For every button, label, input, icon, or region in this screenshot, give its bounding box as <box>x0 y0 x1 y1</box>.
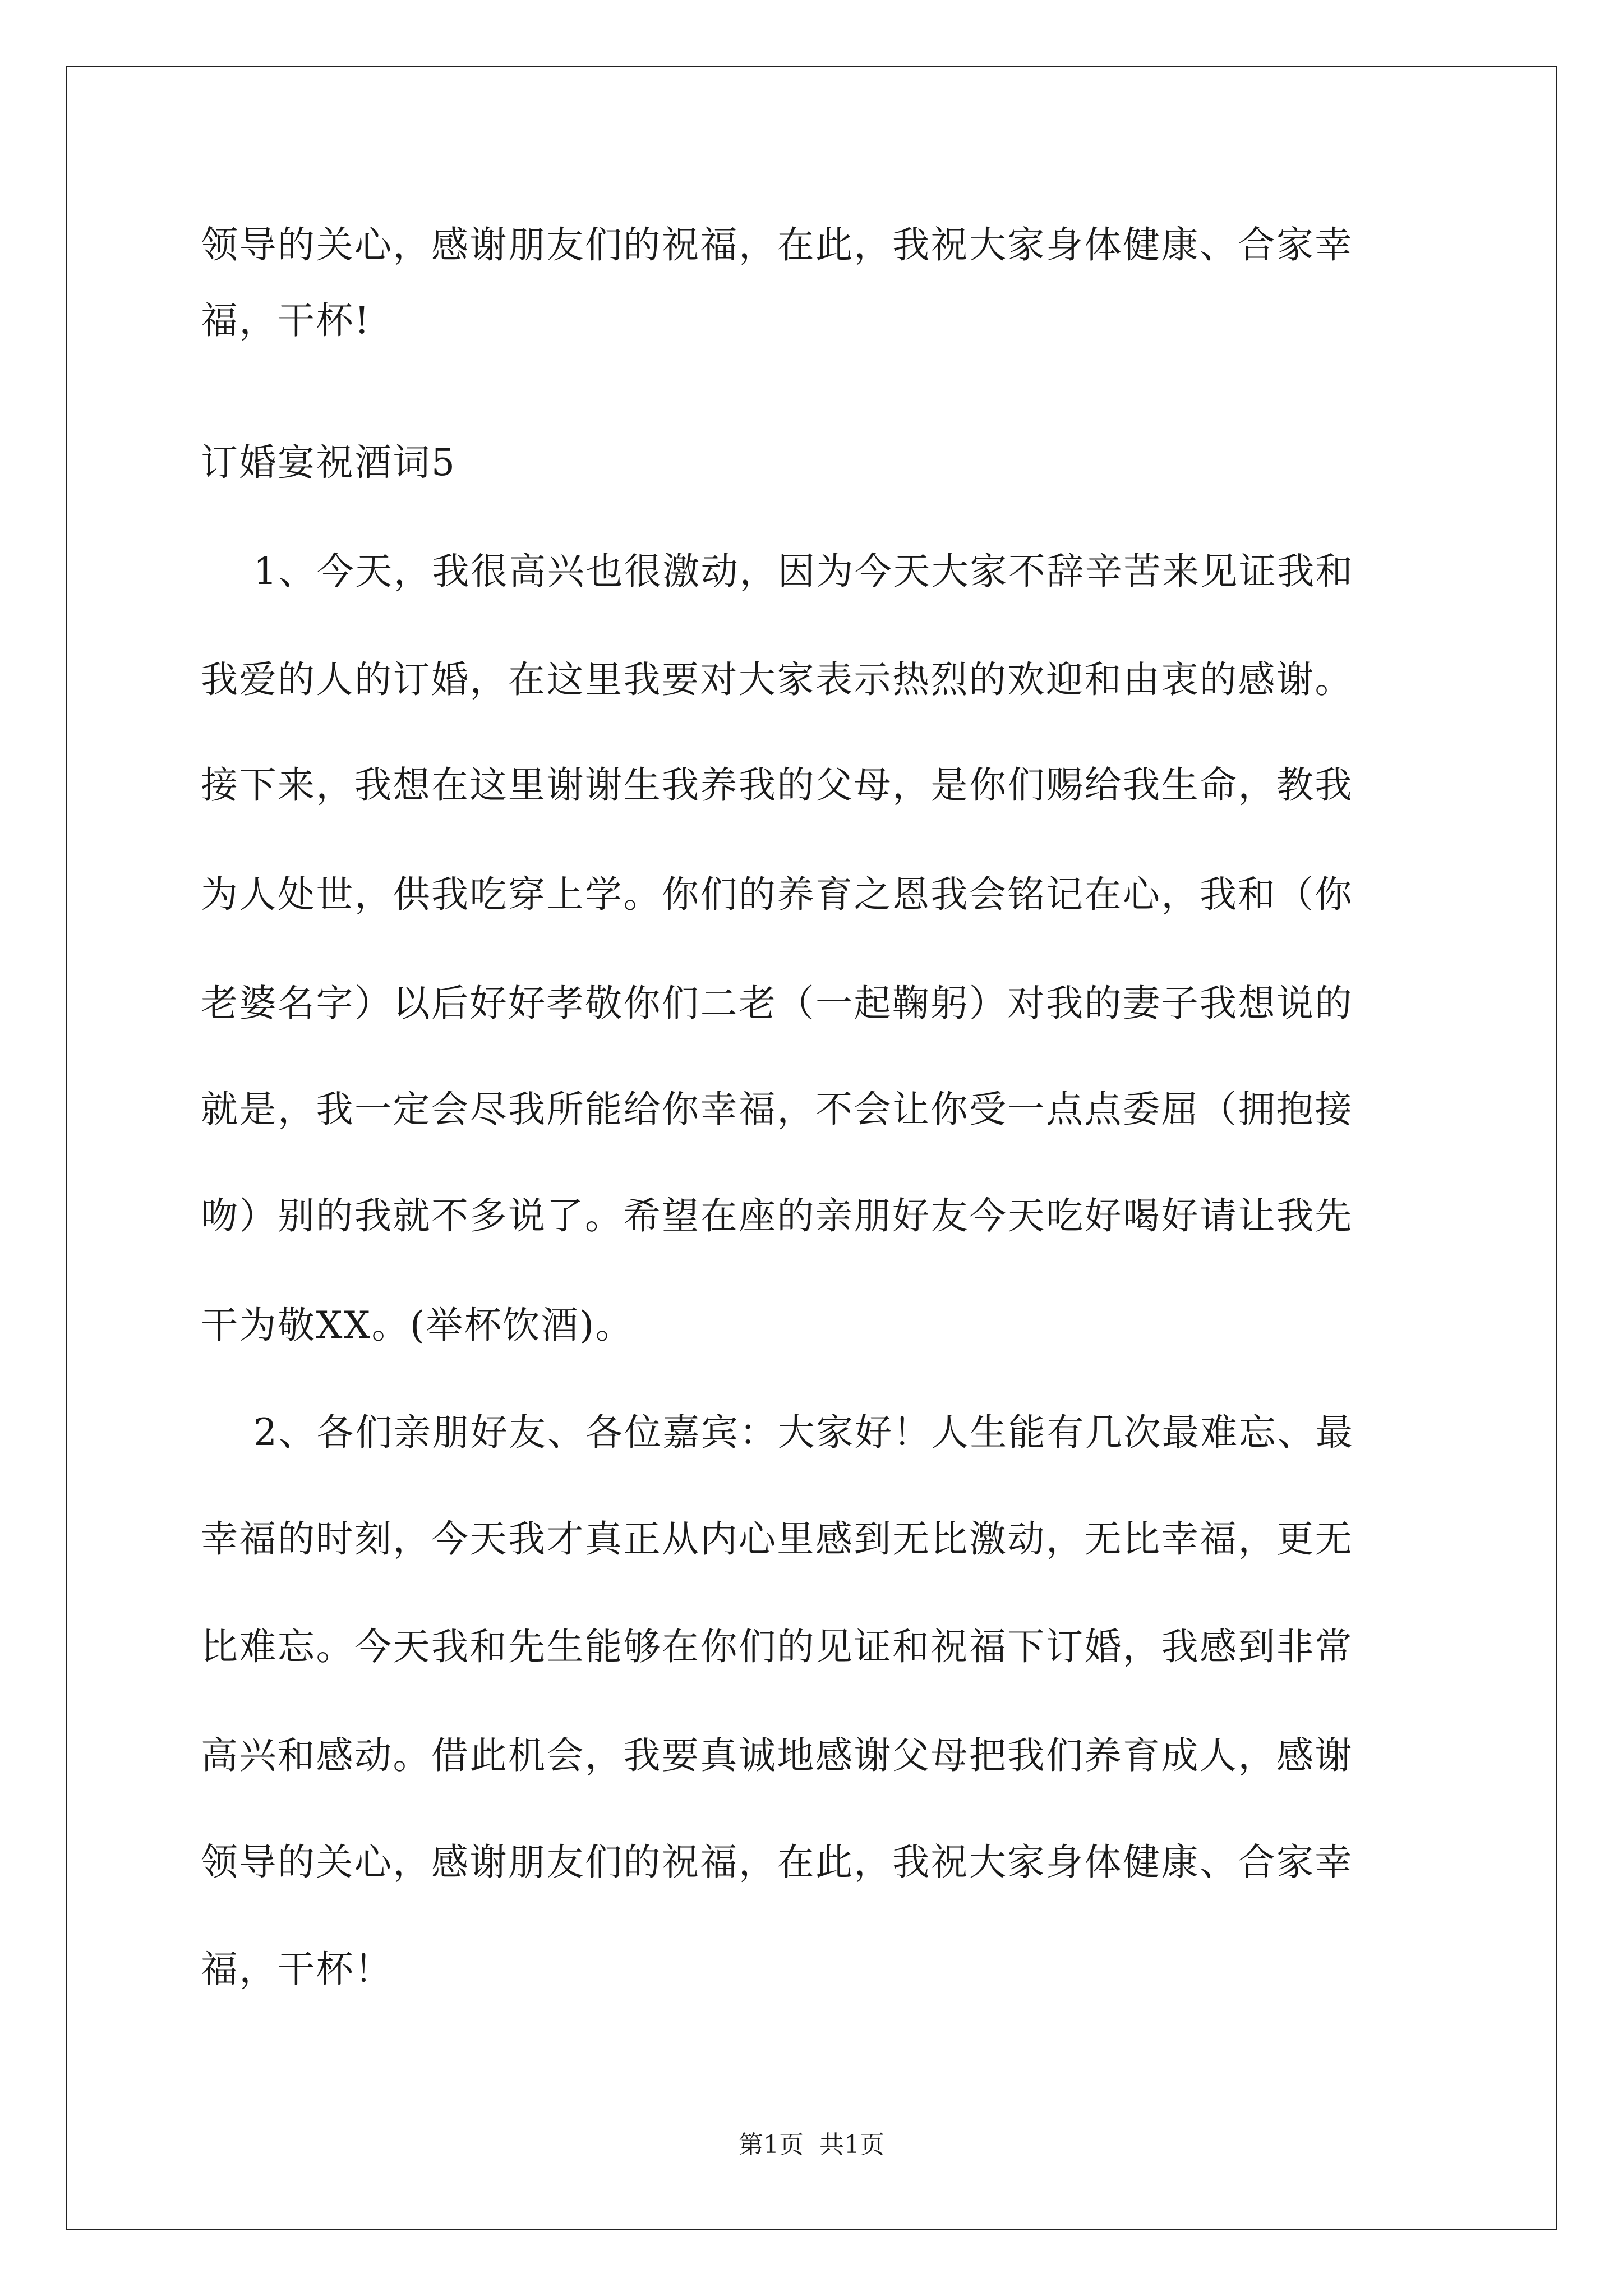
text-line: 我爱的人的订婚，在这里我要对大家表示热烈的欢迎和由衷的感谢。 <box>201 658 1353 701</box>
text-line: 吻）别的我就不多说了。希望在座的亲朋好友今天吃好喝好请让我先 <box>201 1194 1353 1237</box>
text-line: 为人处世，供我吃穿上学。你们的养育之恩我会铭记在心，我和（你 <box>201 873 1353 916</box>
text-line: 福，干杯! <box>201 299 371 342</box>
text-line: 接下来，我想在这里谢谢生我养我的父母，是你们赐给我生命，教我 <box>201 763 1353 807</box>
page-number-footer: 第1页 共1页 <box>739 2131 884 2159</box>
text-line: 领导的关心，感谢朋友们的祝福，在此，我祝大家身体健康、合家幸 <box>201 1841 1353 1884</box>
text-line: 1、今天，我很高兴也很激动，因为今天大家不辞辛苦来见证我和 <box>201 550 1354 593</box>
text-line: 2、各们亲朋好友、各位嘉宾：大家好！人生能有几次最难忘、最 <box>201 1411 1354 1454</box>
text-line: 干为敬XX。(举杯饮酒)。 <box>201 1304 634 1347</box>
text-line: 就是，我一定会尽我所能给你幸福，不会让你受一点点委屈（拥抱接 <box>201 1088 1353 1131</box>
page-border <box>66 66 1557 2230</box>
section-heading: 订婚宴祝酒词5 <box>201 441 457 484</box>
text-line: 福，干杯！ <box>201 1948 393 1991</box>
text-line: 比难忘。今天我和先生能够在你们的见证和祝福下订婚，我感到非常 <box>201 1625 1353 1668</box>
text-line: 老婆名字）以后好好孝敬你们二老（一起鞠躬）对我的妻子我想说的 <box>201 982 1353 1025</box>
text-line: 幸福的时刻，今天我才真正从内心里感到无比激动，无比幸福，更无 <box>201 1517 1353 1561</box>
text-line: 高兴和感动。借此机会，我要真诚地感谢父母把我们养育成人，感谢 <box>201 1734 1353 1777</box>
text-line: 领导的关心，感谢朋友们的祝福，在此，我祝大家身体健康、合家幸 <box>201 223 1353 266</box>
